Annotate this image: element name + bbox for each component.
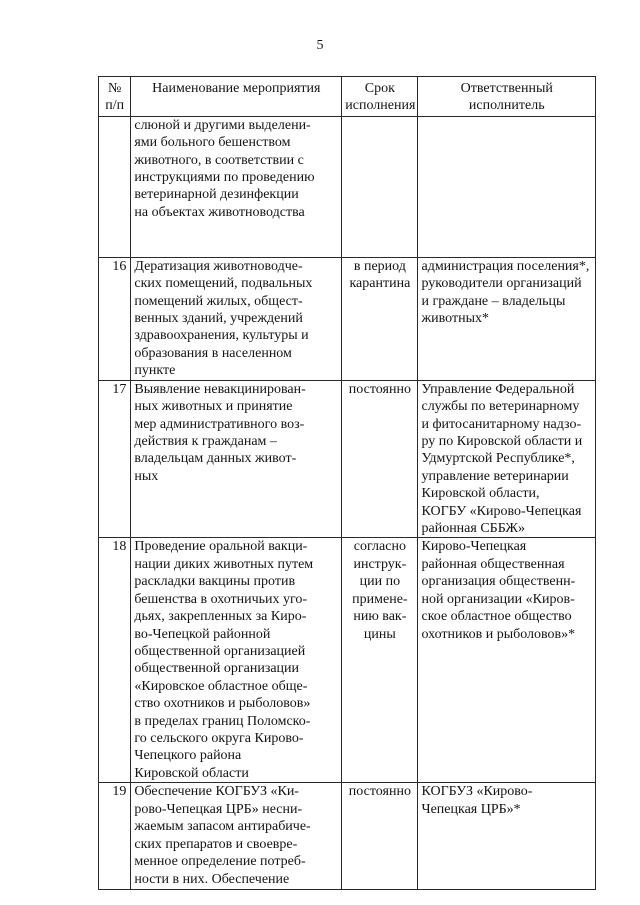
text-line: п/п	[105, 98, 125, 114]
text-line: охотников и рыболовов»*	[421, 626, 576, 642]
text-line: Ответственный	[460, 81, 553, 96]
text-line: дьях, закрепленных за Киро-	[134, 609, 307, 625]
table-row	[99, 380, 596, 538]
text-line: здравоохранения, культуры и	[134, 328, 309, 344]
deadline-cell	[342, 116, 418, 257]
text-line: ру по Кировской области и	[421, 434, 583, 450]
text-line: ветеринарной дезинфекции	[134, 187, 299, 203]
text-line: жаемым запасом антирабиче-	[134, 819, 311, 835]
text-line: помещений жилых, общест-	[134, 293, 303, 309]
text-line: ство охотников и рыболовов»	[134, 696, 311, 712]
event-name-cell	[131, 783, 342, 890]
text-line: Кировской области,	[421, 486, 540, 502]
text-line: службы по ветеринарному	[421, 399, 580, 415]
header-deadline	[342, 77, 418, 117]
text-line: нию вак-	[353, 609, 407, 625]
text-line: Дератизация животноводче-	[134, 258, 303, 274]
text-line: рово-Чепецкая ЦРБ» несни-	[134, 801, 303, 817]
event-name-cell	[131, 116, 342, 257]
text-line: животных*	[421, 311, 489, 327]
text-line: венных зданий, учреждений	[134, 311, 303, 327]
text-line: карантина	[349, 276, 411, 292]
deadline-cell	[342, 257, 418, 380]
text-line: Кирово-Чепецкая	[421, 539, 527, 555]
text-line: ями больного бешенством	[134, 135, 291, 151]
text-line: ности в них. Обеспечение	[134, 871, 290, 887]
header-number	[99, 77, 131, 117]
text-line: раскладки вакцины против	[134, 574, 296, 590]
text-line: на объектах животноводства	[134, 204, 305, 220]
text-line: цины	[363, 626, 396, 642]
text-line: ции по	[359, 574, 401, 590]
text-line: ных	[134, 468, 159, 484]
row-number	[99, 116, 131, 257]
text-line: КОГБУЗ «Кирово-	[421, 784, 533, 800]
text-line: руководители организаций	[421, 276, 582, 292]
text-line: ной организации «Киров-	[421, 591, 575, 607]
text-line: №	[108, 81, 122, 96]
text-line: менное определение потреб-	[134, 854, 306, 870]
measures-table	[98, 76, 596, 890]
text-line: нации диких животных путем	[134, 556, 314, 572]
text-line: во-Чепецкой районной	[134, 626, 271, 642]
row-number: 17	[99, 380, 131, 538]
text-line: пункте	[134, 363, 176, 379]
table-header-row	[99, 77, 596, 117]
text-line: Чепецкая ЦРБ»*	[421, 801, 521, 817]
deadline-cell	[342, 538, 418, 783]
page-number: 5	[316, 38, 324, 53]
text-line: ных животных и принятие	[134, 399, 293, 415]
text-line: го сельского округа Кирово-	[134, 730, 304, 746]
text-line: общественной организацией	[134, 643, 306, 659]
text-line: организация общественн-	[421, 574, 576, 590]
header-event-name	[131, 77, 342, 117]
responsible-cell	[418, 380, 596, 538]
text-line: Выявление невакцинирован-	[134, 381, 306, 397]
text-line: Кировской области	[134, 765, 249, 781]
responsible-cell	[418, 116, 596, 257]
row-number: 18	[99, 538, 131, 783]
header-responsible-lines	[421, 80, 592, 115]
text-line: Управление Федеральной	[421, 381, 575, 397]
responsible-cell	[418, 257, 596, 380]
text-line: в пределах границ Поломско-	[134, 713, 311, 729]
text-line: слюной и другими выделени-	[134, 117, 311, 133]
text-line: бешенства в охотничьих уго-	[134, 591, 308, 607]
text-line: общественной организации	[134, 661, 300, 677]
row-number: 16	[99, 257, 131, 380]
text-line: владельцам данных живот-	[134, 451, 297, 467]
text-line: управление ветеринарии	[421, 468, 569, 484]
text-line: образования в населенном	[134, 345, 292, 361]
table-row	[99, 538, 596, 783]
table-row	[99, 257, 596, 380]
text-line: постоянно	[348, 381, 411, 397]
event-name-cell	[131, 538, 342, 783]
text-line: ское областное общество	[421, 609, 572, 625]
responsible-cell	[418, 538, 596, 783]
header-deadline-lines	[345, 80, 414, 115]
text-line: администрация поселения*,	[421, 258, 590, 274]
text-line: Чепецкого района	[134, 748, 242, 764]
text-line: Удмуртской Республике*,	[421, 451, 575, 467]
text-line: КОГБУ «Кирово-Чепецкая	[421, 503, 582, 519]
table-row	[99, 783, 596, 890]
text-line: мер административного воз-	[134, 416, 305, 432]
header-responsible	[418, 77, 596, 117]
text-line: действия к гражданам –	[134, 434, 277, 450]
text-line: постоянно	[348, 784, 411, 800]
event-name-cell	[131, 257, 342, 380]
text-line: животного, в соответствии с	[134, 152, 304, 168]
table-row	[99, 116, 596, 257]
text-line: инструк-	[353, 556, 407, 572]
text-line: ских помещений, подвальных	[134, 276, 313, 292]
deadline-cell	[342, 783, 418, 890]
text-line: в период	[353, 258, 406, 274]
text-line: ских препаратов и своевре-	[134, 836, 298, 852]
text-line: районная общественная	[421, 556, 565, 572]
text-line: согласно	[353, 539, 406, 555]
text-line: и фитосанитарному надзо-	[421, 416, 582, 432]
text-line: исполнения	[345, 98, 416, 114]
row-number: 19	[99, 783, 131, 890]
text-line: инструкциями по проведению	[134, 170, 315, 186]
text-line: и граждане – владельцы	[421, 293, 566, 309]
header-event-name-lines	[134, 80, 338, 97]
event-name-cell	[131, 380, 342, 538]
responsible-cell	[418, 783, 596, 890]
deadline-cell	[342, 380, 418, 538]
text-line: Наименование мероприятия	[152, 81, 321, 96]
text-line: Проведение оральной вакци-	[134, 539, 308, 555]
text-line: примене-	[352, 591, 408, 607]
text-line: «Кировское областное обще-	[134, 678, 308, 694]
text-line: районная СББЖ»	[421, 521, 525, 537]
text-line: Обеспечение КОГБУЗ «Ки-	[134, 784, 299, 800]
text-line: Срок	[364, 81, 395, 96]
text-line: исполнитель	[468, 98, 545, 114]
header-number-lines	[102, 80, 127, 115]
